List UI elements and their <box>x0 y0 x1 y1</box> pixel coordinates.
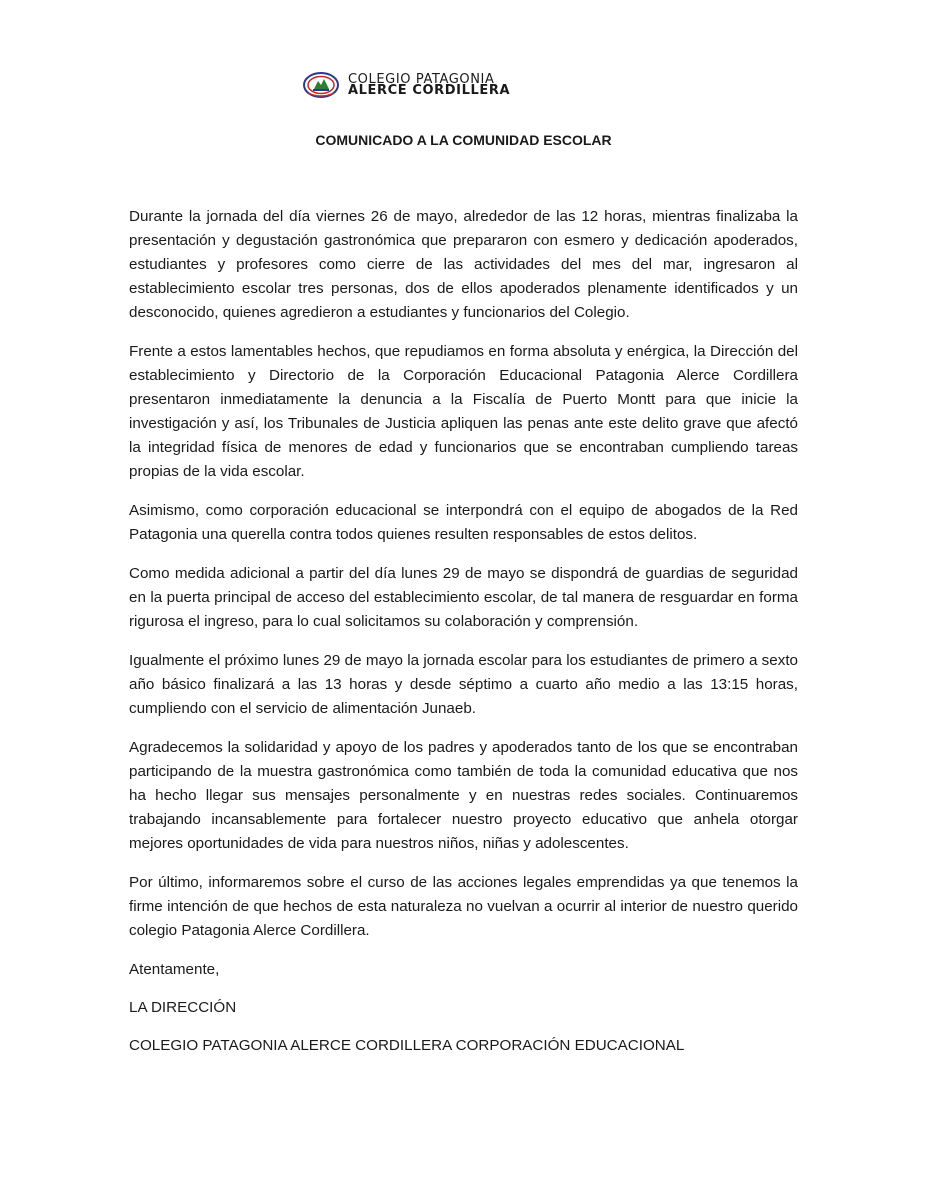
school-name <box>348 74 510 96</box>
school-name-line1: COLEGIO PATAGONIA <box>348 72 495 87</box>
paragraph-security: Como medida adicional a partir del día lunes 29 de mayo se dispondrá de guardias de seguridad en la puerta principal de acceso del establecimiento escolar, de tal manera de resguardar en forma rigurosa el ingreso, para lo cual solicitamos su colaboración y comprensión. <box>129 565 798 630</box>
paragraph-complaint: Frente a estos lamentables hechos, que repudiamos en forma absoluta y enérgica, la Dirección del establecimiento y Directorio de la Corporación Educacional Patagonia Alerce Cordillera presentaron inmediatamente la denuncia a la Fiscalía de Puerto Montt para que inicie la investigación y así, los Tribunales de Justicia apliquen las penas ante este delito grave que afectó la integridad física de menores de edad y funcionarios que se encontraban cumpliendo tareas propias de la vida escolar. <box>129 343 798 480</box>
paragraph-final: Por último, informaremos sobre el curso de las acciones legales emprendidas ya que tenemos la firme intención de que hechos de esta naturaleza no vuelvan a ocurrir al interior de nuestro querido colegio Patagonia Alerce Cordillera. <box>129 874 798 939</box>
letterhead <box>302 70 510 100</box>
document-title: COMUNICADO A LA COMUNIDAD ESCOLAR <box>315 132 612 148</box>
document-body <box>129 205 798 1072</box>
signature-institution: COLEGIO PATAGONIA ALERCE CORDILLERA CORPORACIÓN EDUCACIONAL <box>129 1037 685 1054</box>
paragraph-thanks: Agradecemos la solidaridad y apoyo de los padres y apoderados tanto de los que se encontraban participando de la muestra gastronómica como también de toda la comunidad educativa que nos ha hecho llegar sus mensajes personalmente y en nuestras redes sociales. Continuaremos trabajando incansablemente para fortalecer nuestro proyecto educativo que anhela otorgar mejores oportunidades de vida para nuestros niños, niñas y adolescentes. <box>129 739 798 852</box>
paragraph-lawsuit: Asimismo, como corporación educacional se interpondrá con el equipo de abogados de la Red Patagonia una querella contra todos quienes resulten responsables de estos delitos. <box>129 502 798 543</box>
closing-salutation: Atentamente, <box>129 961 220 978</box>
paragraph-incident: Durante la jornada del día viernes 26 de mayo, alrededor de las 12 horas, mientras finalizaba la presentación y degustación gastronómica que prepararon con esmero y dedicación apoderados, estudiantes y profesores como cierre de las actividades del mes del mar, ingresaron al establecimiento escolar tres personas, dos de ellos apoderados plenamente identificados y un desconocido, quienes agredieron a estudiantes y funcionarios del Colegio. <box>129 208 798 321</box>
paragraph-schedule: Igualmente el próximo lunes 29 de mayo la jornada escolar para los estudiantes de primero a sexto año básico finalizará a las 13 horas y desde séptimo a cuarto año medio a las 13:15 horas, cumpliendo con el servicio de alimentación Junaeb. <box>129 652 798 717</box>
school-name-line2: ALERCE CORDILLERA <box>348 83 511 98</box>
signature-direction: LA DIRECCIÓN <box>129 999 237 1016</box>
school-crest-icon <box>302 71 340 99</box>
